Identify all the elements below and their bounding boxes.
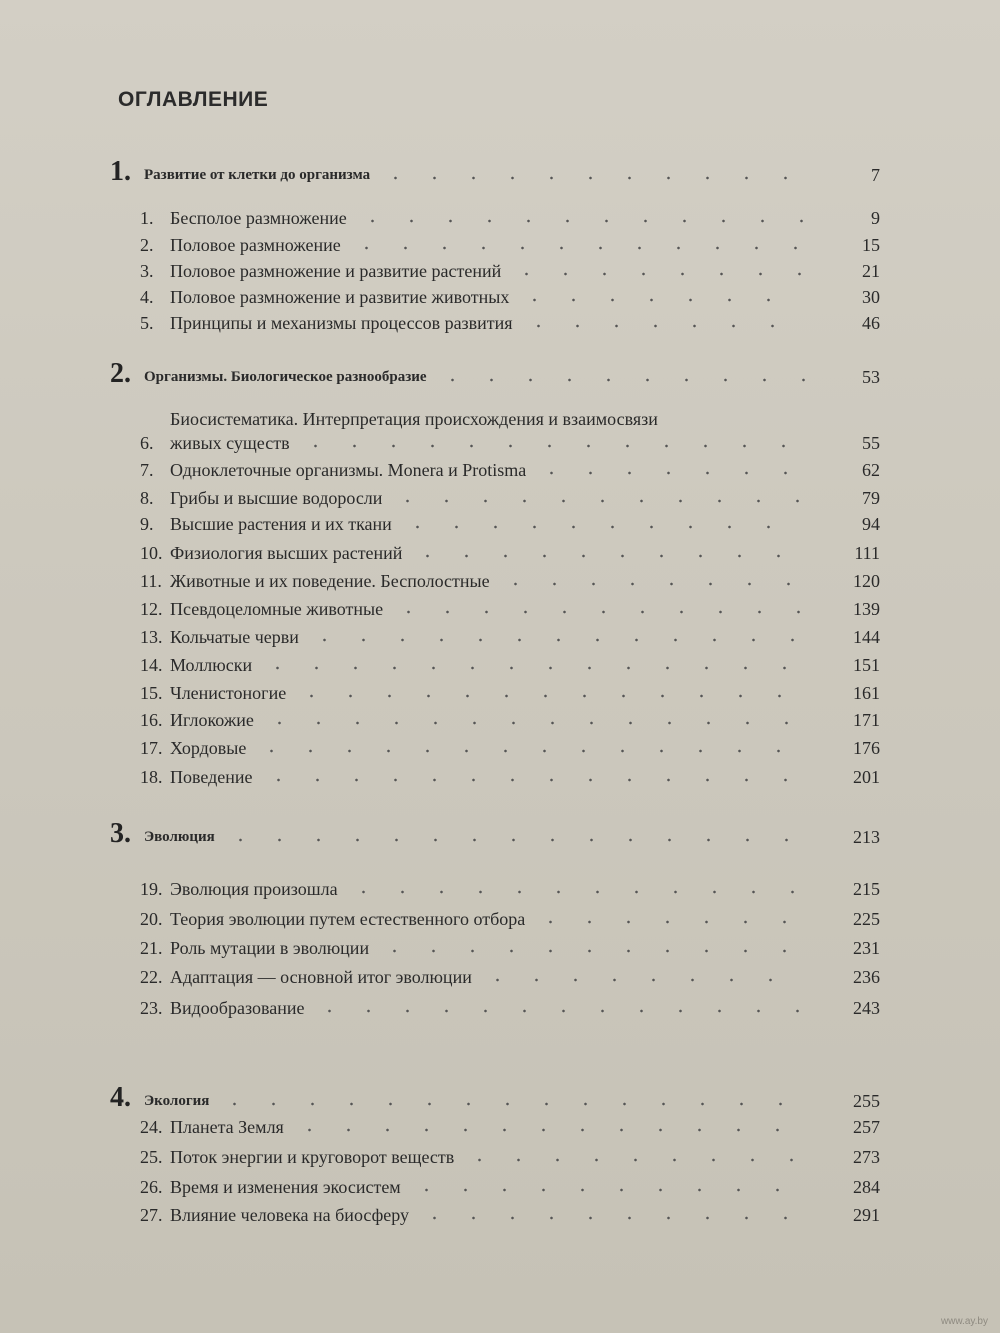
dot-leader — [433, 374, 805, 386]
dot-leader — [290, 1124, 805, 1136]
chapter-number: 5. — [140, 313, 154, 333]
dot-leader — [376, 172, 805, 184]
chapter-number: 9. — [140, 514, 154, 534]
chapter-title: Членистоногие — [170, 683, 287, 703]
chapter-number: 18. — [140, 767, 163, 787]
chapter-page-number: 46 — [862, 313, 880, 333]
part-page-number: 7 — [871, 165, 880, 185]
chapter-number: 8. — [140, 488, 154, 508]
part-number: 3. — [110, 818, 131, 849]
dot-leader — [408, 550, 805, 562]
chapter-page-number: 291 — [853, 1205, 880, 1225]
chapter-row — [140, 762, 880, 792]
dot-leader — [305, 634, 805, 646]
chapter-page-number: 30 — [862, 287, 880, 307]
chapter-title: Половое размножение и развитие животных — [170, 287, 510, 307]
chapter-number: 14. — [140, 655, 163, 675]
chapter-number: 26. — [140, 1177, 163, 1197]
part-number: 1. — [110, 156, 131, 187]
part-page-number: 213 — [853, 827, 880, 847]
chapter-row — [140, 509, 880, 539]
dot-leader — [252, 745, 805, 757]
dot-leader — [292, 690, 805, 702]
chapter-page-number: 139 — [853, 599, 880, 619]
chapter-title: Эволюция произошла — [170, 879, 338, 899]
chapter-page-number: 144 — [853, 627, 880, 647]
dot-leader — [531, 916, 805, 928]
chapter-title: Животные и их поведение. Бесполостные — [170, 571, 490, 591]
chapter-row — [140, 705, 880, 735]
part-title: Организмы. Биологическое разнообразие — [144, 369, 427, 385]
chapter-page-number: 79 — [862, 488, 880, 508]
chapter-row — [140, 933, 880, 963]
chapter-page-number: 94 — [862, 514, 880, 534]
chapter-page-number: 120 — [853, 571, 880, 591]
chapter-row — [140, 962, 880, 992]
chapter-number: 23. — [140, 998, 163, 1018]
chapter-page-number: 273 — [853, 1147, 880, 1167]
chapter-number: 16. — [140, 710, 163, 730]
part-title: Эволюция — [144, 829, 215, 845]
chapter-row — [140, 1112, 880, 1142]
dot-leader — [478, 974, 805, 986]
chapter-title: Видообразование — [170, 998, 305, 1018]
chapter-page-number: 225 — [853, 909, 880, 929]
chapter-number: 2. — [140, 235, 154, 255]
dot-leader — [415, 1212, 805, 1224]
dot-leader — [344, 886, 805, 898]
chapter-number: 20. — [140, 909, 163, 929]
dot-leader — [398, 521, 805, 533]
chapter-row — [140, 622, 880, 652]
chapter-title: Бесполое размножение — [170, 208, 347, 228]
chapter-number: 21. — [140, 938, 163, 958]
chapter-row — [140, 409, 880, 458]
part-page-number: 255 — [853, 1091, 880, 1111]
chapter-page-number: 111 — [854, 543, 880, 563]
chapter-number: 3. — [140, 261, 154, 281]
chapter-title: Адаптация — основной итог эволюции — [170, 967, 472, 987]
part-number: 4. — [110, 1082, 131, 1113]
chapter-page-number: 257 — [853, 1117, 880, 1137]
chapter-number: 12. — [140, 599, 163, 619]
chapter-number: 7. — [140, 460, 154, 480]
chapter-page-number: 55 — [862, 433, 880, 453]
chapter-page-number: 176 — [853, 738, 880, 758]
chapter-title: Теория эволюции путем естественного отбора — [170, 909, 526, 929]
dot-leader — [496, 578, 805, 590]
chapter-title: Роль мутации в эволюции — [170, 938, 370, 958]
toc-heading: ОГЛАВЛЕНИЕ — [118, 88, 269, 111]
chapter-number: 24. — [140, 1117, 163, 1137]
part-title: Развитие от клетки до организма — [144, 167, 371, 183]
dot-leader — [215, 1098, 805, 1110]
chapter-row — [140, 455, 880, 485]
chapter-title: Принципы и механизмы процессов развития — [170, 313, 513, 333]
part-page-number: 53 — [862, 367, 880, 387]
watermark: www.ay.by — [940, 1316, 988, 1327]
chapter-page-number: 21 — [862, 261, 880, 281]
chapter-title: Иглокожие — [170, 710, 254, 730]
part-title: Экология — [144, 1093, 210, 1109]
chapter-row — [140, 1172, 880, 1202]
chapter-page-number: 284 — [853, 1177, 880, 1197]
chapter-title: Половое размножение и развитие растений — [170, 261, 502, 281]
chapter-page-number: 231 — [853, 938, 880, 958]
chapter-title-continued: живых существ — [170, 433, 290, 453]
chapter-number: 6. — [140, 433, 154, 453]
chapter-row — [140, 566, 880, 596]
chapter-page-number: 151 — [853, 655, 880, 675]
chapter-title: Биосистематика. Интерпретация происхождения и взаимосвязи — [170, 409, 658, 429]
chapter-title: Моллюски — [170, 655, 253, 675]
chapter-title: Половое размножение — [170, 235, 341, 255]
chapter-number: 17. — [140, 738, 163, 758]
chapter-title: Кольчатые черви — [170, 627, 299, 647]
chapter-page-number: 243 — [853, 998, 880, 1018]
chapter-title: Планета Земля — [170, 1117, 284, 1137]
chapter-row — [140, 308, 880, 338]
chapter-number: 13. — [140, 627, 163, 647]
dot-leader — [519, 320, 805, 332]
chapter-row — [140, 594, 880, 624]
chapter-title: Поведение — [170, 767, 253, 787]
chapter-number: 4. — [140, 287, 154, 307]
dot-leader — [221, 834, 805, 846]
chapter-row — [140, 650, 880, 680]
dot-leader — [347, 242, 805, 254]
chapter-title: Время и изменения экосистем — [170, 1177, 401, 1197]
dot-leader — [258, 662, 805, 674]
chapter-row — [140, 874, 880, 904]
dot-leader — [310, 1005, 805, 1017]
chapter-title: Одноклеточные организмы. Monera и Protisma — [170, 460, 527, 480]
part-row — [110, 156, 880, 190]
chapter-page-number: 15 — [862, 235, 880, 255]
dot-leader — [259, 774, 805, 786]
part-row — [110, 818, 880, 852]
chapter-row — [140, 733, 880, 763]
chapter-title: Влияние человека на биосферу — [170, 1205, 410, 1225]
chapter-row — [140, 678, 880, 708]
chapter-page-number: 215 — [853, 879, 880, 899]
part-number: 2. — [110, 358, 131, 389]
chapter-number: 11. — [140, 571, 162, 591]
chapter-row — [140, 1142, 880, 1172]
chapter-row — [140, 203, 880, 233]
chapter-page-number: 171 — [853, 710, 880, 730]
dot-leader — [375, 945, 805, 957]
chapter-number: 10. — [140, 543, 163, 563]
chapter-page-number: 62 — [862, 460, 880, 480]
chapter-row — [140, 538, 880, 568]
chapter-row — [140, 993, 880, 1023]
chapter-title: Высшие растения и их ткани — [170, 514, 392, 534]
dot-leader — [532, 467, 805, 479]
chapter-title: Псевдоцеломные животные — [170, 599, 384, 619]
dot-leader — [296, 440, 805, 452]
chapter-page-number: 236 — [853, 967, 880, 987]
chapter-number: 1. — [140, 208, 154, 228]
part-row — [110, 358, 880, 392]
chapter-row — [140, 1200, 880, 1230]
chapter-title: Грибы и высшие водоросли — [170, 488, 383, 508]
dot-leader — [388, 495, 805, 507]
dot-leader — [353, 215, 805, 227]
dot-leader — [507, 268, 805, 280]
chapter-number: 19. — [140, 879, 163, 899]
chapter-page-number: 161 — [853, 683, 880, 703]
chapter-page-number: 9 — [871, 208, 880, 228]
chapter-row — [140, 904, 880, 934]
dot-leader — [460, 1154, 805, 1166]
chapter-number: 25. — [140, 1147, 163, 1167]
chapter-title: Поток энергии и круговорот веществ — [170, 1147, 455, 1167]
dot-leader — [407, 1184, 805, 1196]
chapter-number: 22. — [140, 967, 163, 987]
chapter-title: Хордовые — [170, 738, 247, 758]
dot-leader — [389, 606, 805, 618]
chapter-title: Физиология высших растений — [170, 543, 403, 563]
dot-leader — [260, 717, 805, 729]
dot-leader — [515, 294, 805, 306]
chapter-number: 27. — [140, 1205, 163, 1225]
chapter-number: 15. — [140, 683, 163, 703]
chapter-page-number: 201 — [853, 767, 880, 787]
